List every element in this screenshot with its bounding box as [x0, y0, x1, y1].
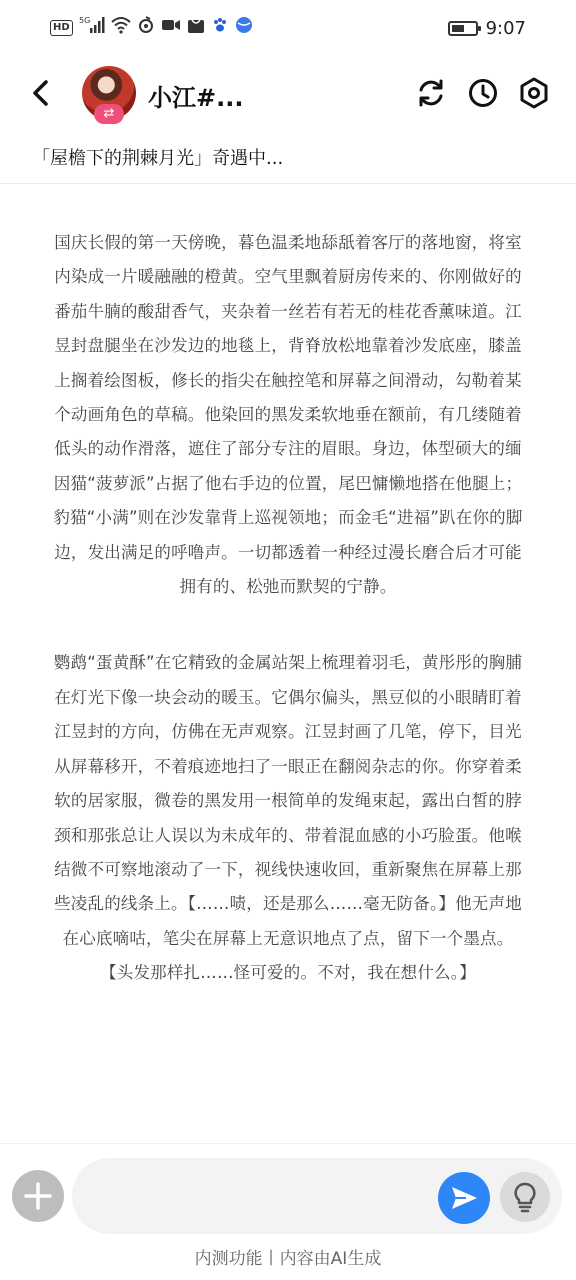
- ball-icon: [235, 16, 253, 40]
- signal-5g-icon: [79, 15, 105, 41]
- back-arrow-icon: [26, 76, 58, 110]
- story-paragraph: 国庆长假的第一天傍晚，暮色温柔地舔舐着客厅的落地窗，将室内染成一片暖融融的橙黄。空气里飘着厨房传来的、你刚做好的番茄牛腩的酸甜香气，夹杂着一丝若有若无的桂花香薰味道。江昱封盘腿坐在沙发边的地毯上，背脊放松地靠着沙发底座，膝盖上搁着绘图板，修长的指尖在触控笔和屏幕之间滑动，勾勒着某个动画角色的草稿。他染回的黑发柔软地垂在额前，有几缕随着低头的动作滑落，遮住了部分专注的眉眼。身边，体型硕大的缅因猫“菠萝派”占据了他右手边的位置，尾巴慵懒地搭在他腿上；豹猫“小满”则在沙发靠背上巡视领地；而金毛“进福”趴在你的脚边，发出满足的呼噜声。一切都透着一种经过漫长磨合后才可能拥有的、松弛而默契的宁静。: [53, 233, 523, 597]
- history-clock-icon[interactable]: [466, 76, 500, 110]
- character-name[interactable]: 小江#...: [148, 84, 244, 112]
- story-paragraph: 鹦鹉“蛋黄酥”在它精致的金属站架上梳理着羽毛，黄彤彤的胸脯在灯光下像一块会动的暖玉。它偶尔偏头，黑豆似的小眼睛盯着江昱封的方向，仿佛在无声观察。江昱封画了几笔，停下，目光从屏幕移开，不着痕迹地扫了一眼正在翻阅杂志的你。你穿着柔软的居家服，微卷的黑发用一根简单的发绳束起，露出白皙的脖颈和那张总让人误以为未成年的、带着混血感的小巧脸蛋。他喉结微不可察地滚动了一下，视线快速收回，重新聚焦在屏幕上那些凌乱的线条上。【……啧，还是那么……毫无防备。】他无声地在心底嘀咕，笔尖在屏幕上无意识地点了点，留下一个墨点。【头发那样扎……怪可爱的。不对，我在想什么。】: [53, 653, 523, 983]
- message-input[interactable]: [92, 1178, 436, 1216]
- hd-icon: HD: [50, 20, 73, 36]
- send-icon: [438, 1172, 490, 1224]
- status-bar-left-icons: [50, 16, 253, 40]
- scenario-subtitle: 「屋檐下的荆棘月光」奇遇中...: [32, 148, 284, 169]
- wifi-icon: [111, 16, 131, 40]
- clock: 9:07: [485, 17, 526, 39]
- swap-icon[interactable]: ⇄: [94, 104, 124, 124]
- plus-icon: [12, 1170, 64, 1222]
- lightbulb-icon: [500, 1172, 550, 1222]
- paw-icon: [211, 16, 229, 40]
- chat-header: [0, 58, 576, 132]
- video-icon: [161, 17, 181, 39]
- plus-button[interactable]: [12, 1170, 64, 1222]
- story-content: [50, 226, 526, 991]
- settings-hexagon-icon[interactable]: [517, 76, 551, 110]
- hint-button[interactable]: [500, 1172, 550, 1222]
- sync-icon: [137, 16, 155, 40]
- header-divider: [0, 183, 576, 184]
- battery-level: [452, 25, 464, 32]
- battery-icon: [448, 21, 478, 36]
- refresh-icon[interactable]: [414, 76, 448, 110]
- bag-icon: [187, 16, 205, 40]
- ai-disclaimer: 内测功能丨内容由AI生成: [194, 1249, 382, 1269]
- composer-divider: [0, 1143, 576, 1144]
- status-bar: [0, 0, 576, 58]
- back-button[interactable]: [26, 76, 58, 110]
- svg-text:5G: 5G: [78, 16, 90, 25]
- send-button[interactable]: [438, 1172, 490, 1224]
- status-bar-right: [448, 16, 526, 40]
